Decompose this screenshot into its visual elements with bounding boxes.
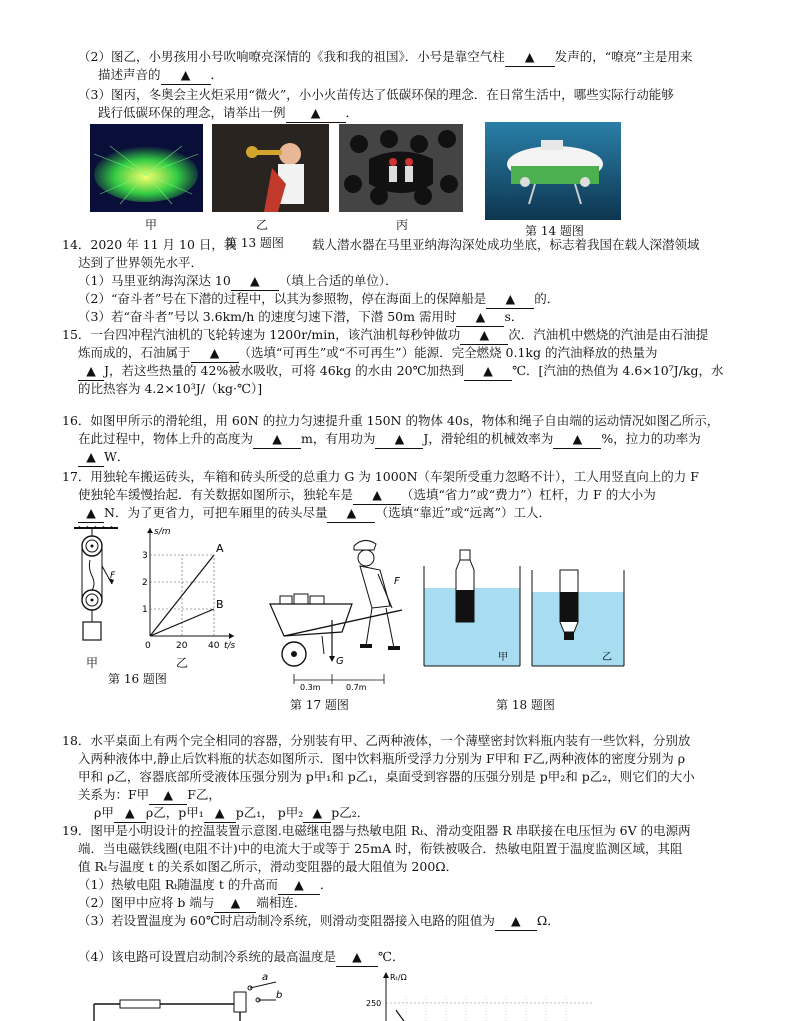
q16-line1: 16．如图甲所示的滑轮组，用 60N 的拉力匀速提升重 150N 的物体 40s，物体和绳子自由端的运动情况如图乙所示， <box>62 413 720 428</box>
caption-q14: 第 14 题图 <box>525 224 584 238</box>
answer-blank[interactable]: ▲ <box>161 66 211 85</box>
y-axis-label: s/m <box>154 527 171 537</box>
q14-stem-right: 载人潜水器在马里亚纳海沟深处成功坐底，标志着我国在载人深潜领域 <box>312 237 700 252</box>
answer-blank[interactable]: ▲ <box>327 504 375 523</box>
force-label-F: F <box>110 571 116 581</box>
photo-light-show <box>90 124 203 212</box>
q15-line2: 炼而成的，石油属于 ▲ （选填“可再生”或“不可再生”）能源．完全燃烧 0.1kg 的汽油释放的热量为 <box>78 344 657 363</box>
container-label-jia: 甲 <box>498 652 508 663</box>
q13-part2: （2）图乙，小男孩用小号吹响嘹亮深情的《我和我的祖国》．小号是靠空气柱 ▲ 发声的，“嘹亮”主是用来 <box>78 48 693 67</box>
fig16-pulley <box>66 526 126 666</box>
q14-stem: 14．2020 年 11 月 10 日，我 <box>62 237 237 252</box>
q17-line1: 17．用独轮车搬运砖头，车箱和砖头所受的总重力 G 为 1000N（车架所受重力忽略不计），工人用竖直向上的力 F <box>62 469 699 484</box>
answer-blank[interactable]: ▲ <box>495 912 537 931</box>
fig-label-jia: 甲 <box>145 218 158 232</box>
q19-part1: （1）热敏电阻 Rₜ随温度 t 的升高而 ▲ ． <box>78 876 332 895</box>
fig16-label-jia: 甲 <box>86 656 99 670</box>
q17-line3: ▲ N．为了更省力，可把车厢里的砖头尽量 ▲ （选填“靠近”或“远离”）工人． <box>78 504 551 523</box>
q19-line1: 19．图甲是小明设计的控温装置示意图.电磁继电器与热敏电阻 Rₜ、滑动变阻器 R 串联接在电压恒为 6V 的电源两 <box>62 823 691 838</box>
fig-label-bing: 丙 <box>396 218 409 232</box>
q14-part1: （1）马里亚纳海沟深达 10 ▲ （填上合适的单位）． <box>78 272 398 291</box>
answer-blank[interactable]: ▲ <box>505 48 555 67</box>
q15-line4: 的比热容为 4.2×10³J/（kg·℃）] <box>78 381 263 396</box>
caption-q17: 第 17 题图 <box>290 698 349 712</box>
terminal-label-a: a <box>262 972 269 983</box>
photo-submersible <box>485 122 621 220</box>
answer-blank[interactable]: ▲ <box>464 362 512 381</box>
q13-part3-cont: 践行低碳环保的理念，请举出一例 ▲ ． <box>98 104 358 123</box>
answer-blank[interactable]: ▲ <box>553 430 601 449</box>
distance-label: 0.7m <box>346 683 367 692</box>
x-tick: 0 <box>145 641 151 651</box>
q13-part2-cont: 描述声音的 ▲ ． <box>98 66 223 85</box>
distance-label: 0.3m <box>300 683 321 692</box>
x-tick: 40 <box>208 641 220 651</box>
caption-q16: 第 16 题图 <box>108 672 167 686</box>
y-tick: 3 <box>142 551 148 561</box>
answer-blank[interactable]: ▲ <box>78 448 104 467</box>
photo-boy-trumpet <box>212 124 329 212</box>
force-label-G: G <box>336 656 344 667</box>
q14-part3: （3）若“奋斗者”号以 3.6km/h 的速度匀速下潜，下潜 50m 需用时 ▲ s． <box>78 308 523 327</box>
x-axis-label: t/s <box>224 641 236 651</box>
x-tick: 20 <box>176 641 188 651</box>
fig19-circuit <box>90 970 290 1021</box>
answer-blank[interactable]: ▲ <box>486 290 534 309</box>
answer-blank[interactable]: ▲ <box>353 486 401 505</box>
photo-torch-ceremony <box>339 124 463 212</box>
q19-line2: 端．当电磁铁线圈(电阻不计)中的电流大于或等于 25mA 时，衔铁被吸合．热敏电阻置于温度监测区域，其阻 <box>78 841 683 856</box>
y-tick: 1 <box>142 605 148 615</box>
q13-part3: （3）图丙，冬奥会主火炬采用“微火”，小小火苗传达了低碳环保的理念．在日常生活中，哪些实际行动能够 <box>78 87 674 102</box>
answer-blank[interactable]: ▲ <box>78 504 104 523</box>
q16-line3: ▲ W． <box>78 448 129 467</box>
terminal-label-b: b <box>276 990 283 1001</box>
answer-blank[interactable]: ▲ <box>375 430 423 449</box>
container-label-yi: 乙 <box>602 652 612 663</box>
q18-line1: 18．水平桌面上有两个完全相同的容器，分别装有甲、乙两种液体，一个薄壁密封饮料瓶内装有一些饮料，分别放 <box>62 733 691 748</box>
q14-part2: （2）“奋斗者”号在下潜的过程中，以其为参照物，停在海面上的保障船是 ▲ 的． <box>78 290 559 309</box>
caption-q18: 第 18 题图 <box>496 698 555 712</box>
answer-blank[interactable]: ▲ <box>336 948 378 967</box>
answer-blank[interactable]: ▲ <box>214 894 256 913</box>
q17-line2: 使独轮车缓慢抬起．有关数据如图所示，独轮车是 ▲ （选填“省力”或“费力”）杠杆，力 F 的大小为 <box>78 486 656 505</box>
fig18-containers <box>420 546 628 672</box>
series-label-B: B <box>216 598 224 611</box>
answer-blank[interactable]: ▲ <box>303 804 331 823</box>
fig19-rt-graph <box>362 970 612 1021</box>
q15-line3: ▲ J，若这些热量的 42%被水吸收，可将 46kg 的水由 20℃加热到 ▲ ℃．[汽油的热值为 4.6×10⁷J/kg，水 <box>78 362 723 381</box>
answer-blank[interactable]: ▲ <box>460 326 508 345</box>
q19-part4: （4）该电路可设置启动制冷系统的最高温度是 ▲ ℃． <box>78 948 404 967</box>
caption-q13: 第 13 题图 <box>225 236 284 250</box>
fig-label-yi: 乙 <box>256 218 269 232</box>
q18-line2: 入两种液体中,静止后饮料瓶的状态如图所示．图中饮料瓶所受浮力分别为 F甲和 F乙,两种液体的密度分别为 ρ <box>78 751 686 766</box>
answer-blank[interactable]: ▲ <box>191 344 239 363</box>
fig16-st-graph <box>130 524 242 654</box>
q19-part2: （2）图甲中应将 b 端与 ▲ 端相连． <box>78 894 306 913</box>
fig17-wheelbarrow <box>262 536 412 694</box>
q16-line2: 在此过程中，物体上升的高度为 ▲ m，有用功为 ▲ J，滑轮组的机械效率为 ▲ %，拉力的功率为 <box>78 430 701 449</box>
q14-stem-cont: 达到了世界领先水平． <box>78 255 204 270</box>
q15-line1: 15．一台四冲程汽油机的飞轮转速为 1200r/min，该汽油机每秒钟做功 ▲ 次．汽油机中燃烧的汽油是由石油提 <box>62 326 708 345</box>
answer-blank[interactable]: ▲ <box>253 430 301 449</box>
force-label-F: F <box>394 576 400 587</box>
q18-line3: 甲和 ρ乙，容器底部所受液体压强分别为 p甲₁和 p乙₁，桌面受到容器的压强分别是 p甲₂和 p乙₂，则它们的大小 <box>78 769 695 784</box>
q19-line3: 值 Rₜ与温度 t 的关系如图乙所示，滑动变阻器的最大阻值为 200Ω． <box>78 859 459 874</box>
fig16-label-yi: 乙 <box>176 656 189 670</box>
answer-blank[interactable]: ▲ <box>286 104 346 123</box>
series-label-A: A <box>216 542 224 555</box>
answer-blank[interactable]: ▲ <box>278 876 320 895</box>
answer-blank[interactable]: ▲ <box>78 362 104 381</box>
q18-line4: 关系为：F甲 ▲ F乙， <box>78 786 221 805</box>
q18-line5: ρ甲 ▲ ρ乙，p甲₁ ▲ p乙₁， p甲₂ ▲ p乙₂． <box>94 804 369 823</box>
answer-blank[interactable]: ▲ <box>456 308 504 327</box>
y-axis-label: Rₜ/Ω <box>390 973 407 982</box>
y-tick: 250 <box>366 999 382 1008</box>
answer-blank[interactable]: ▲ <box>204 804 236 823</box>
q19-part3: （3）若设置温度为 60℃时启动制冷系统，则滑动变阻器接入电路的阻值为 ▲ Ω． <box>78 912 560 931</box>
answer-blank[interactable]: ▲ <box>114 804 146 823</box>
y-tick: 2 <box>142 578 148 588</box>
answer-blank[interactable]: ▲ <box>231 272 279 291</box>
answer-blank[interactable]: ▲ <box>149 786 187 805</box>
